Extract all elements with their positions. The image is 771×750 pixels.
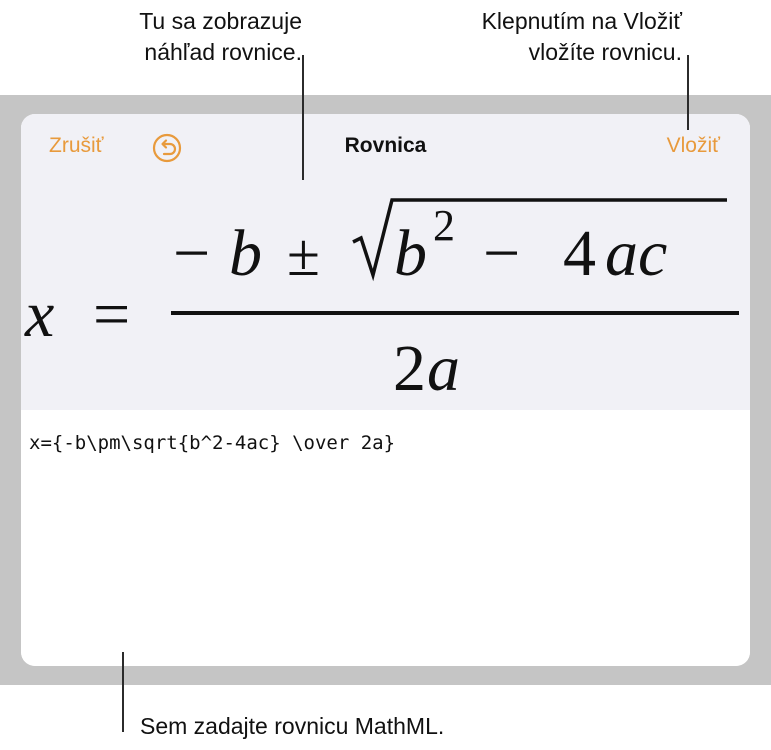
numerator-plus-minus: ± — [287, 222, 320, 288]
insert-button[interactable]: Vložiť — [666, 134, 720, 157]
radicand-four: 4 — [563, 217, 596, 290]
fraction-bar — [171, 311, 739, 315]
callout-line: náhľad rovnice. — [144, 39, 302, 65]
radicand-exponent: 2 — [433, 201, 455, 250]
leader-line-insert — [687, 55, 689, 130]
callout-preview-text — [60, 6, 302, 68]
equation-render — [21, 174, 750, 410]
callout-line: Tu sa zobrazuje — [139, 8, 302, 34]
callout-input-text: Sem zadajte rovnicu MathML. — [140, 713, 445, 739]
dialog-title: Rovnica — [344, 134, 427, 157]
equation-dialog — [21, 114, 750, 666]
callout-insert-text — [402, 6, 682, 68]
cancel-button[interactable]: Zrušiť — [49, 134, 104, 157]
equation-lhs: x — [25, 278, 55, 351]
radicand-b: b — [394, 217, 427, 290]
leader-line-input — [122, 652, 124, 732]
callout-line: Klepnutím na Vložiť — [481, 8, 682, 34]
numerator-minus: − — [173, 217, 211, 290]
radicand-ac: ac — [605, 217, 668, 290]
radicand-minus: − — [483, 217, 521, 290]
numerator-b: b — [229, 217, 262, 290]
callout-line: vložíte rovnicu. — [528, 39, 682, 65]
equation-editor — [21, 410, 750, 666]
leader-line-preview — [302, 55, 304, 180]
equation-equals: = — [93, 278, 131, 351]
equation-input[interactable] — [29, 432, 729, 652]
denominator-two: 2 — [393, 332, 426, 405]
denominator-a: a — [427, 332, 460, 405]
equation-preview — [21, 114, 750, 410]
